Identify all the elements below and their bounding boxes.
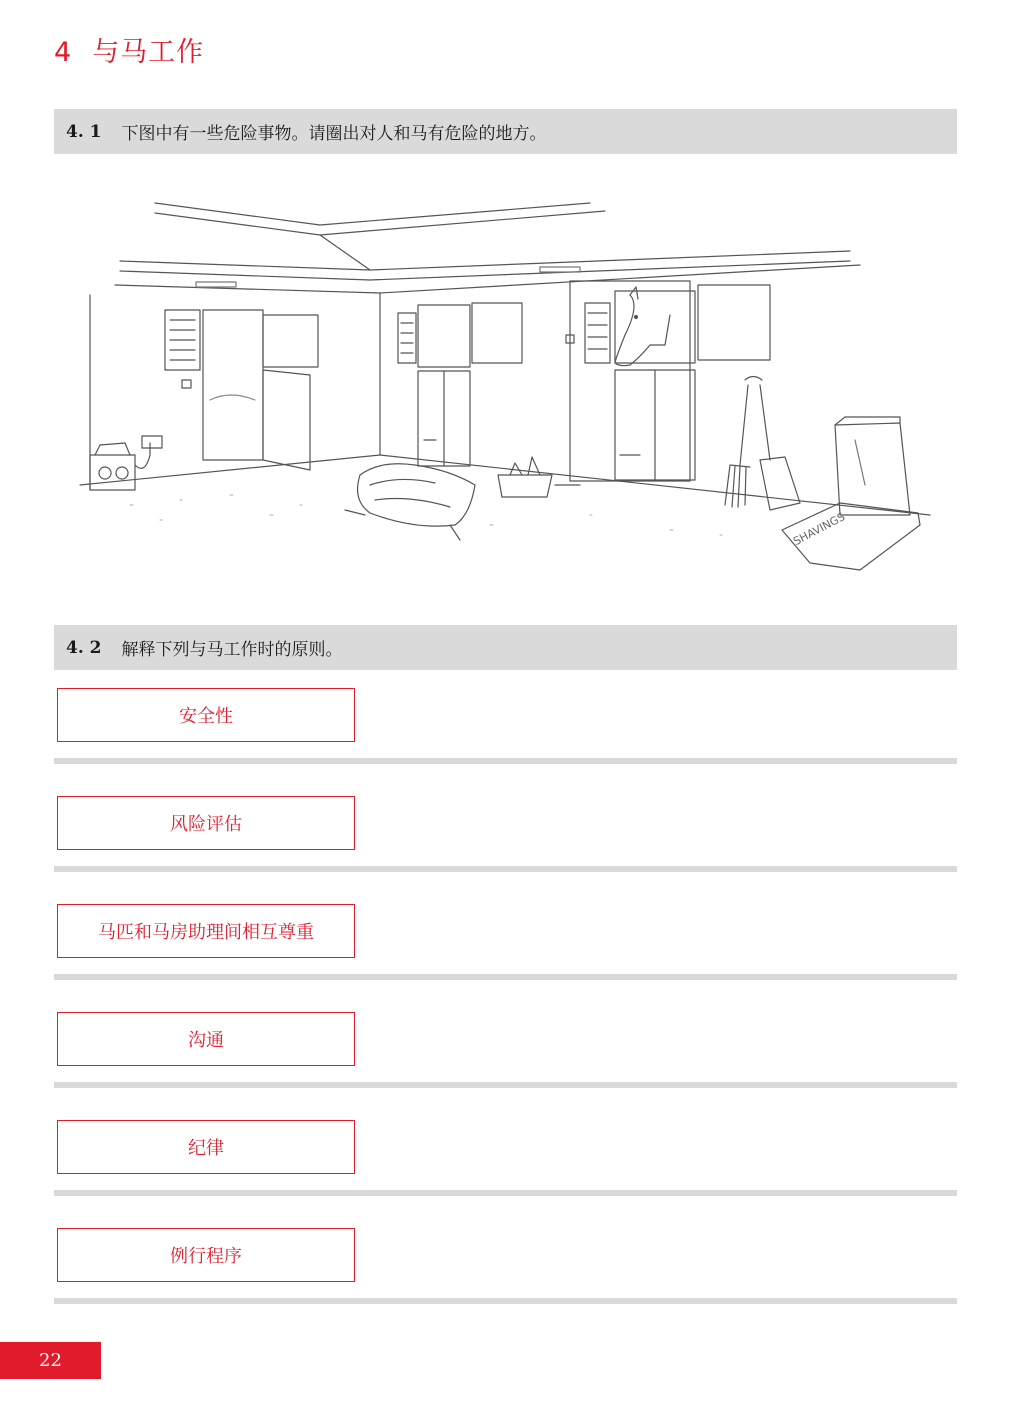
fork-and-shovel xyxy=(725,377,800,511)
answer-line[interactable] xyxy=(54,1298,957,1304)
principle-box-discipline: 纪律 xyxy=(57,1120,355,1174)
section-number: 4. 1 xyxy=(66,121,102,142)
radio-hazard xyxy=(90,436,162,490)
stable-walls xyxy=(80,293,930,515)
page-number: 22 xyxy=(0,1342,101,1379)
shavings-bags xyxy=(782,417,920,570)
principle-box-routine: 例行程序 xyxy=(57,1228,355,1282)
principle-box-safety: 安全性 xyxy=(57,688,355,742)
shavings-bag-label: SHAVINGS xyxy=(791,510,848,549)
section-4-1-header xyxy=(54,109,957,154)
right-stall xyxy=(566,281,770,481)
answer-line[interactable] xyxy=(54,974,957,980)
left-door xyxy=(165,310,318,470)
answer-line[interactable] xyxy=(54,1082,957,1088)
principle-box-communication: 沟通 xyxy=(57,1012,355,1066)
stable-hazard-illustration[interactable] xyxy=(70,185,950,585)
chapter-number: 4 xyxy=(54,37,73,68)
rugs-hazard xyxy=(345,464,475,540)
answer-line[interactable] xyxy=(54,758,957,764)
chapter-heading: 与马工作 xyxy=(92,37,205,68)
answer-line[interactable] xyxy=(54,1190,957,1196)
section-instruction: 下图中有一些危险事物。请圈出对人和马有危险的地方。 xyxy=(121,124,547,144)
section-instruction: 解释下列与马工作时的原则。 xyxy=(121,640,343,660)
horse-head xyxy=(615,287,670,366)
chapter-title xyxy=(54,30,204,69)
middle-stall xyxy=(398,303,522,466)
section-4-2-header xyxy=(54,625,957,670)
principle-box-risk-assessment: 风险评估 xyxy=(57,796,355,850)
section-number: 4. 2 xyxy=(66,637,102,658)
principle-box-mutual-respect: 马匹和马房助理间相互尊重 xyxy=(57,904,355,958)
grooming-box xyxy=(498,457,580,497)
answer-line[interactable] xyxy=(54,866,957,872)
ceiling-lines xyxy=(115,203,860,293)
